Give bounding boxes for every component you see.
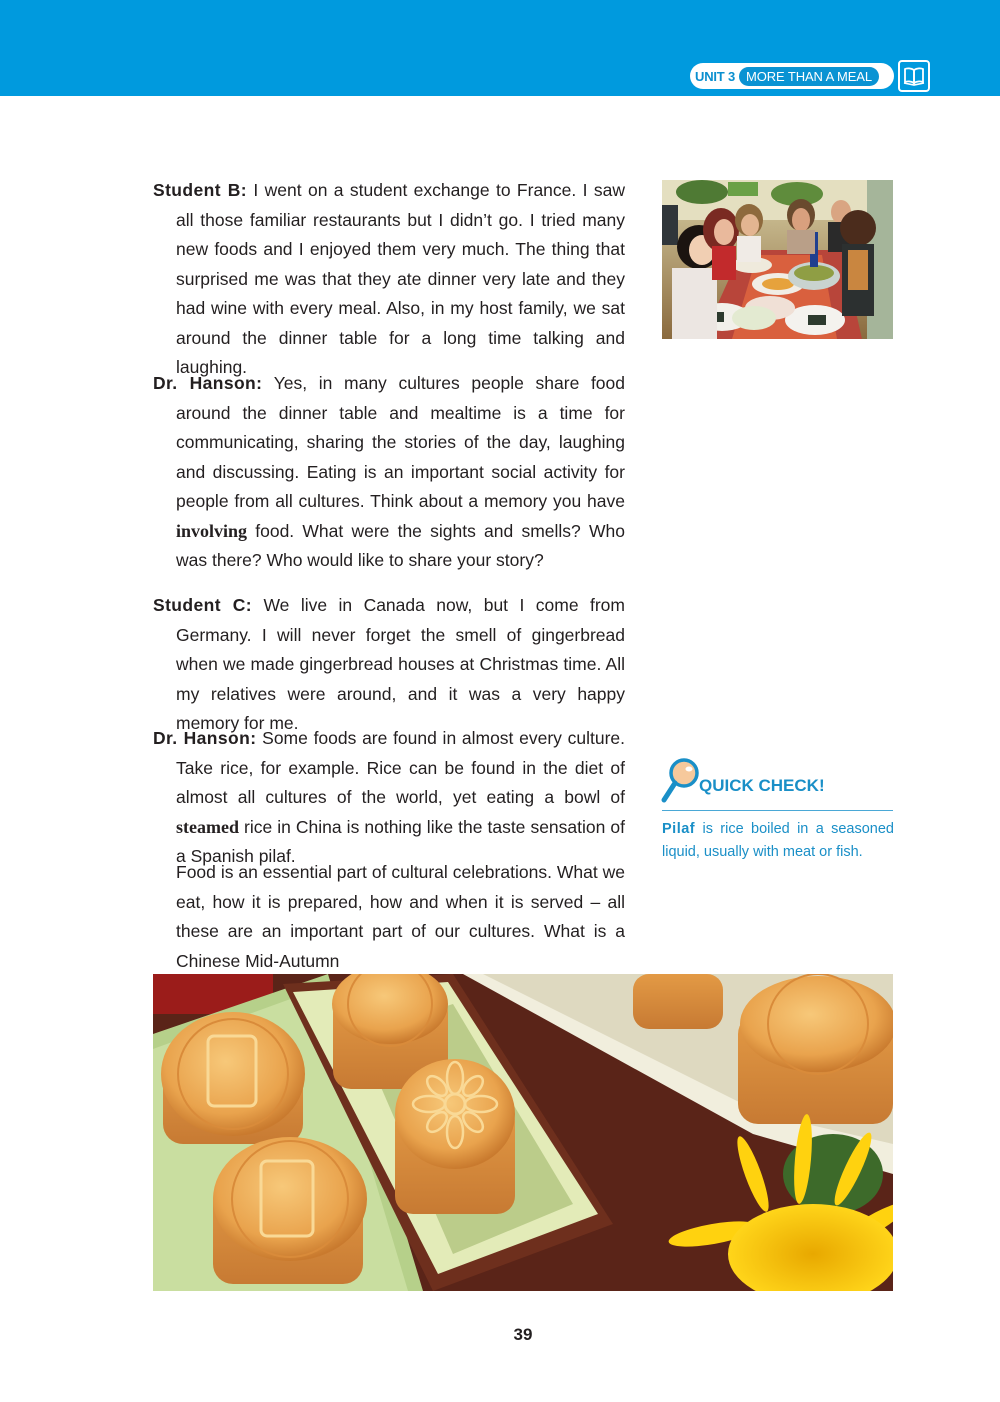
magnifier-icon [660, 756, 702, 806]
speaker-label: Dr. Hanson: [153, 373, 263, 393]
dialogue-paragraph [153, 176, 625, 383]
quick-check-title: QUICK CHECK! [699, 776, 825, 795]
dialogue-paragraph: Food is an essential part of cultural celebrations. What we eat, how it is prepared, how and when it is served – all these are an important part of our cultures. What is a Chinese Mid-Autumn [176, 862, 625, 971]
dialogue-paragraph [153, 724, 625, 872]
dialogue-paragraph [153, 369, 625, 576]
dialogue-text: I went on a student exchange to France. I saw all those familiar restaurants but I didn’t go. I tried many new foods and I enjoyed them very much. The thing that surprised me was that they ate dinner very late and they had wine with every meal. Also, in my host family, we sat around the dinner table for a long time talking and laughing. [176, 180, 625, 377]
speaker-label: Dr. Hanson: [153, 728, 257, 748]
vocabulary-word: involving [176, 520, 248, 541]
family-dinner-photo [662, 180, 893, 339]
speaker-label: Student C: [153, 595, 253, 615]
dialogue-dr-hanson-1 [153, 369, 625, 576]
unit-label: UNIT 3 [695, 68, 735, 84]
unit-badge [690, 63, 894, 89]
dialogue-student-b [153, 176, 625, 383]
speaker-label: Student B: [153, 180, 247, 200]
dialogue-text: We live in Canada now, but I come from Germany. I will never forget the smell of gingerbread when we made gingerbread houses at Christmas time. All my relatives were around, and it was a very happy memory for me. [176, 595, 625, 733]
mooncakes-photo [153, 974, 893, 1291]
dialogue-text: Some foods are found in almost every culture. Take rice, for example. Rice can be found in the diet of almost all cultures of the world, yet eating a bowl of [176, 728, 625, 807]
quick-check-definition [662, 818, 894, 864]
dialogue-student-c [153, 591, 625, 739]
dialogue-text: food. What were the sights and smells? Who was there? Who would like to share your story? [176, 520, 625, 570]
open-book-icon [898, 60, 930, 92]
vocabulary-word: steamed [176, 816, 239, 837]
dialogue-paragraph [153, 591, 625, 739]
dialogue-text: rice in China is nothing like the taste sensation of a Spanish pilaf. [176, 816, 625, 866]
quick-check-definition-text: is rice boiled in a seasoned liquid, usually with meat or fish. [662, 821, 894, 860]
dialogue-continuation [153, 858, 625, 976]
page-number: 39 [513, 1325, 533, 1344]
quick-check-divider [662, 810, 893, 811]
quick-check-term: Pilaf [662, 821, 696, 837]
unit-title: MORE THAN A MEAL [739, 67, 879, 86]
dialogue-dr-hanson-2 [153, 724, 625, 872]
dialogue-text: Yes, in many cultures people share food around the dinner table and mealtime is a time for communicating, sharing the stories of the day, laughing and discussing. Eating is an important social activity for people from all cultures. Think about a memory you have [176, 373, 626, 511]
